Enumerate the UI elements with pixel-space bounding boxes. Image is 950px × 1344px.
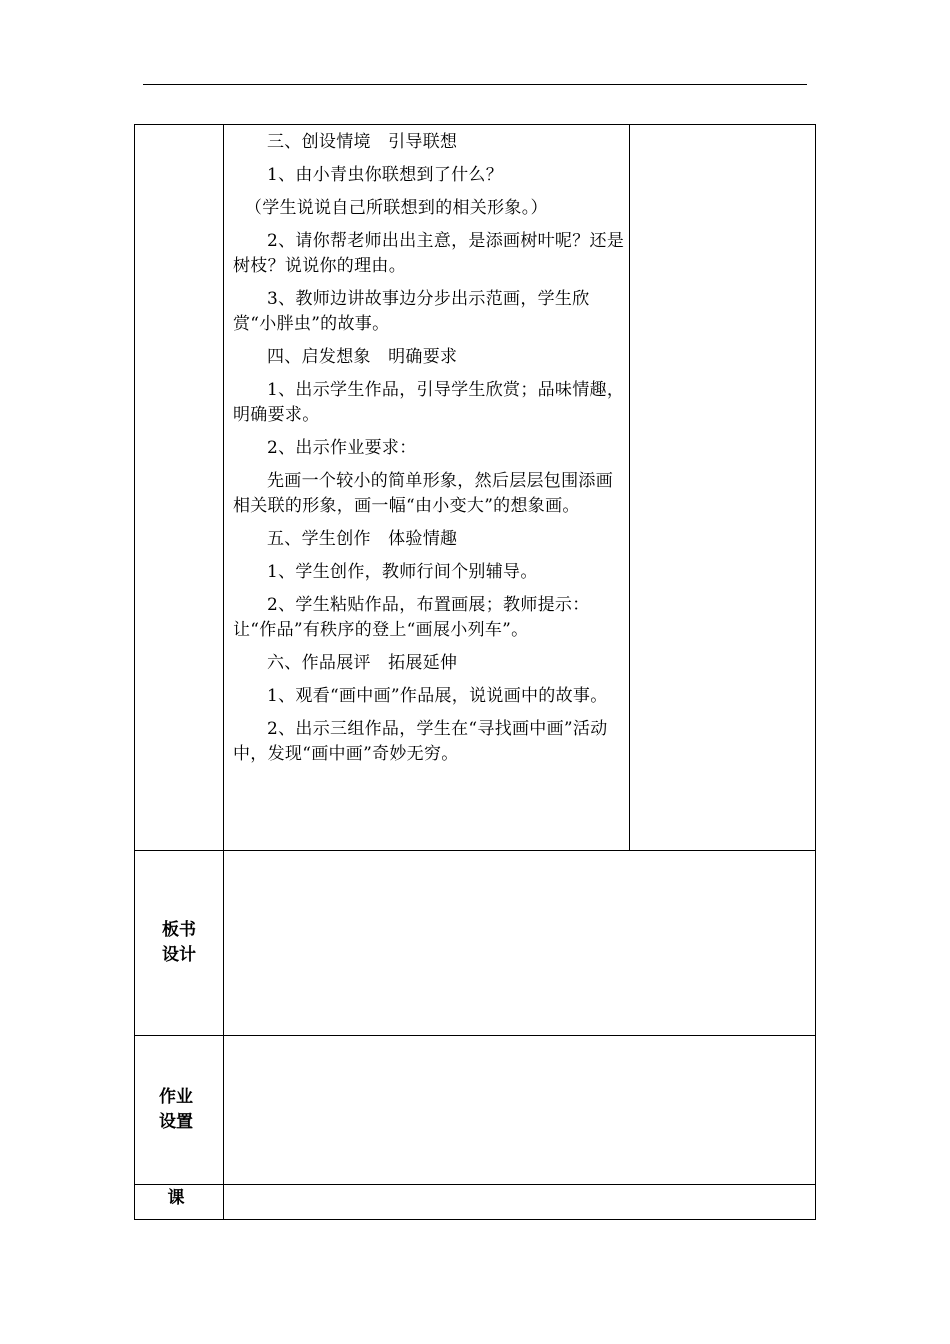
lesson-step-paragraph: 2、出示作业要求： — [267, 438, 417, 458]
homework-label — [131, 1085, 221, 1135]
lesson-label-text: 课 — [167, 1188, 185, 1208]
table-border-bottom — [134, 1219, 816, 1220]
lesson-step-paragraph: 三、创设情境 引导联想 — [267, 132, 458, 152]
homework-label-line2: 设置 — [159, 1112, 193, 1132]
lesson-step-paragraph: （学生说说自己所联想到的相关形象。） — [244, 198, 548, 218]
label-column-divider — [223, 124, 224, 1220]
table-border-top — [134, 124, 816, 125]
header-rule — [143, 84, 807, 85]
lesson-step-paragraph: 1、出示学生作品，引导学生欣赏；品味情趣，明确要求。 — [233, 380, 625, 425]
lesson-step-paragraph: 2、出示三组作品，学生在“寻找画中画”活动中，发现“画中画”奇妙无穷。 — [233, 719, 608, 764]
lesson-step-paragraph: 1、学生创作，教师行间个别辅导。 — [267, 562, 538, 582]
lesson-step-paragraph: 五、学生创作 体验情趣 — [267, 529, 458, 549]
lesson-step-paragraph: 2、请你帮老师出出主意，是添画树叶呢？还是树枝？说说你的理由。 — [233, 231, 625, 276]
lesson-step-paragraph: 2、学生粘贴作品，布置画展；教师提示：让“作品”有秩序的登上“画展小列车”。 — [233, 595, 590, 640]
board-design-label-line1: 板书 — [162, 920, 196, 940]
lesson-label — [131, 1186, 221, 1211]
row-divider-1 — [134, 850, 816, 851]
table-border-right — [815, 124, 816, 1220]
board-design-label — [134, 918, 224, 968]
lesson-step-paragraph: 1、观看“画中画”作品展，说说画中的故事。 — [267, 686, 608, 706]
teaching-process-content — [233, 130, 625, 775]
notes-column-divider — [629, 124, 630, 851]
row-divider-3 — [134, 1184, 816, 1185]
lesson-step-paragraph: 六、作品展评 拓展延伸 — [267, 653, 458, 673]
lesson-step-paragraph: 3、教师边讲故事边分步出示范画，学生欣赏“小胖虫”的故事。 — [233, 289, 590, 334]
row-divider-2 — [134, 1035, 816, 1036]
board-design-label-line2: 设计 — [162, 945, 196, 965]
homework-label-line1: 作业 — [159, 1087, 193, 1107]
lesson-step-paragraph: 1、由小青虫你联想到了什么？ — [267, 165, 504, 185]
table-border-left — [134, 124, 135, 1220]
lesson-step-paragraph: 先画一个较小的简单形象，然后层层包围添画相关联的形象，画一幅“由小变大”的想象画。 — [233, 471, 613, 516]
lesson-step-paragraph: 四、启发想象 明确要求 — [267, 347, 458, 367]
